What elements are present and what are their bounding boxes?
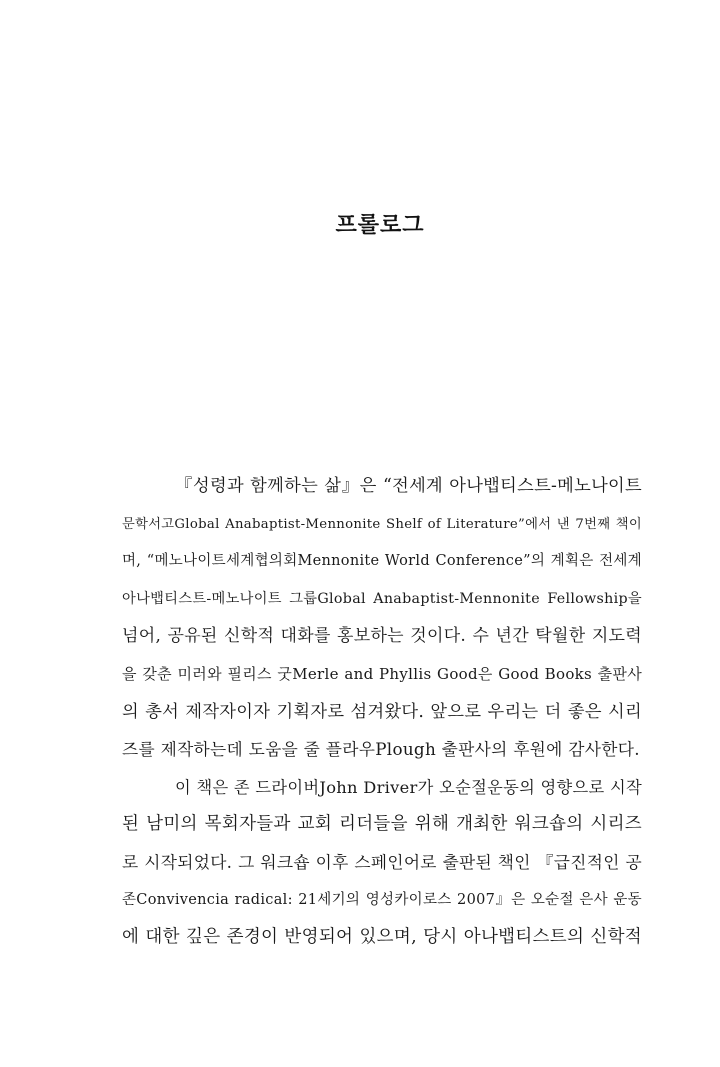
text-line: 즈를 제작하는데 도움을 줄 플라우Plough 출판사의 후원에 감사한다. <box>122 739 640 760</box>
text-line: 며, “메노나이트세계협의회Mennonite World Conference”의 계획은 전세계 <box>122 553 642 570</box>
text-line: 『성령과 함께하는 삶』은 “전세계 아나뱁티스트-메노나이트 <box>175 476 642 496</box>
chapter-title: 프롤로그 <box>335 213 425 238</box>
text-line: 을 갖춘 미러와 필리스 굿Merle and Phyllis Good은 Good Books 출판사 <box>122 664 642 683</box>
text-line: 로 시작되었다. 그 워크숍 이후 스페인어로 출판된 책인 『급진적인 공 <box>122 851 642 872</box>
text-line: 이 책은 존 드라이버John Driver가 오순절운동의 영향으로 시작 <box>175 777 642 797</box>
text-line: 의 총서 제작자이자 기획자로 섬겨왔다. 앞으로 우리는 더 좋은 시리 <box>122 701 642 722</box>
text-line: 넘어, 공유된 신학적 대화를 홍보하는 것이다. 수 년간 탁월한 지도력 <box>122 626 642 647</box>
text-line: 된 남미의 목회자들과 교회 리더들을 위해 개최한 워크숍의 시리즈 <box>122 814 642 835</box>
text-line: 아나뱁티스트-메노나이트 그룹Global Anabaptist-Mennonite Fellowship을 <box>122 590 642 607</box>
body-text <box>122 468 642 957</box>
text-line: 문학서고Global Anabaptist-Mennonite Shelf of Literature”에서 낸 7번째 책이 <box>122 516 642 532</box>
text-line: 존Convivencia radical: 21세기의 영성카이로스 2007』은 오순절 은사 운동 <box>122 891 642 908</box>
text-line: 에 대한 깊은 존경이 반영되어 있으며, 당시 아나뱁티스트의 신학적 <box>122 927 642 948</box>
